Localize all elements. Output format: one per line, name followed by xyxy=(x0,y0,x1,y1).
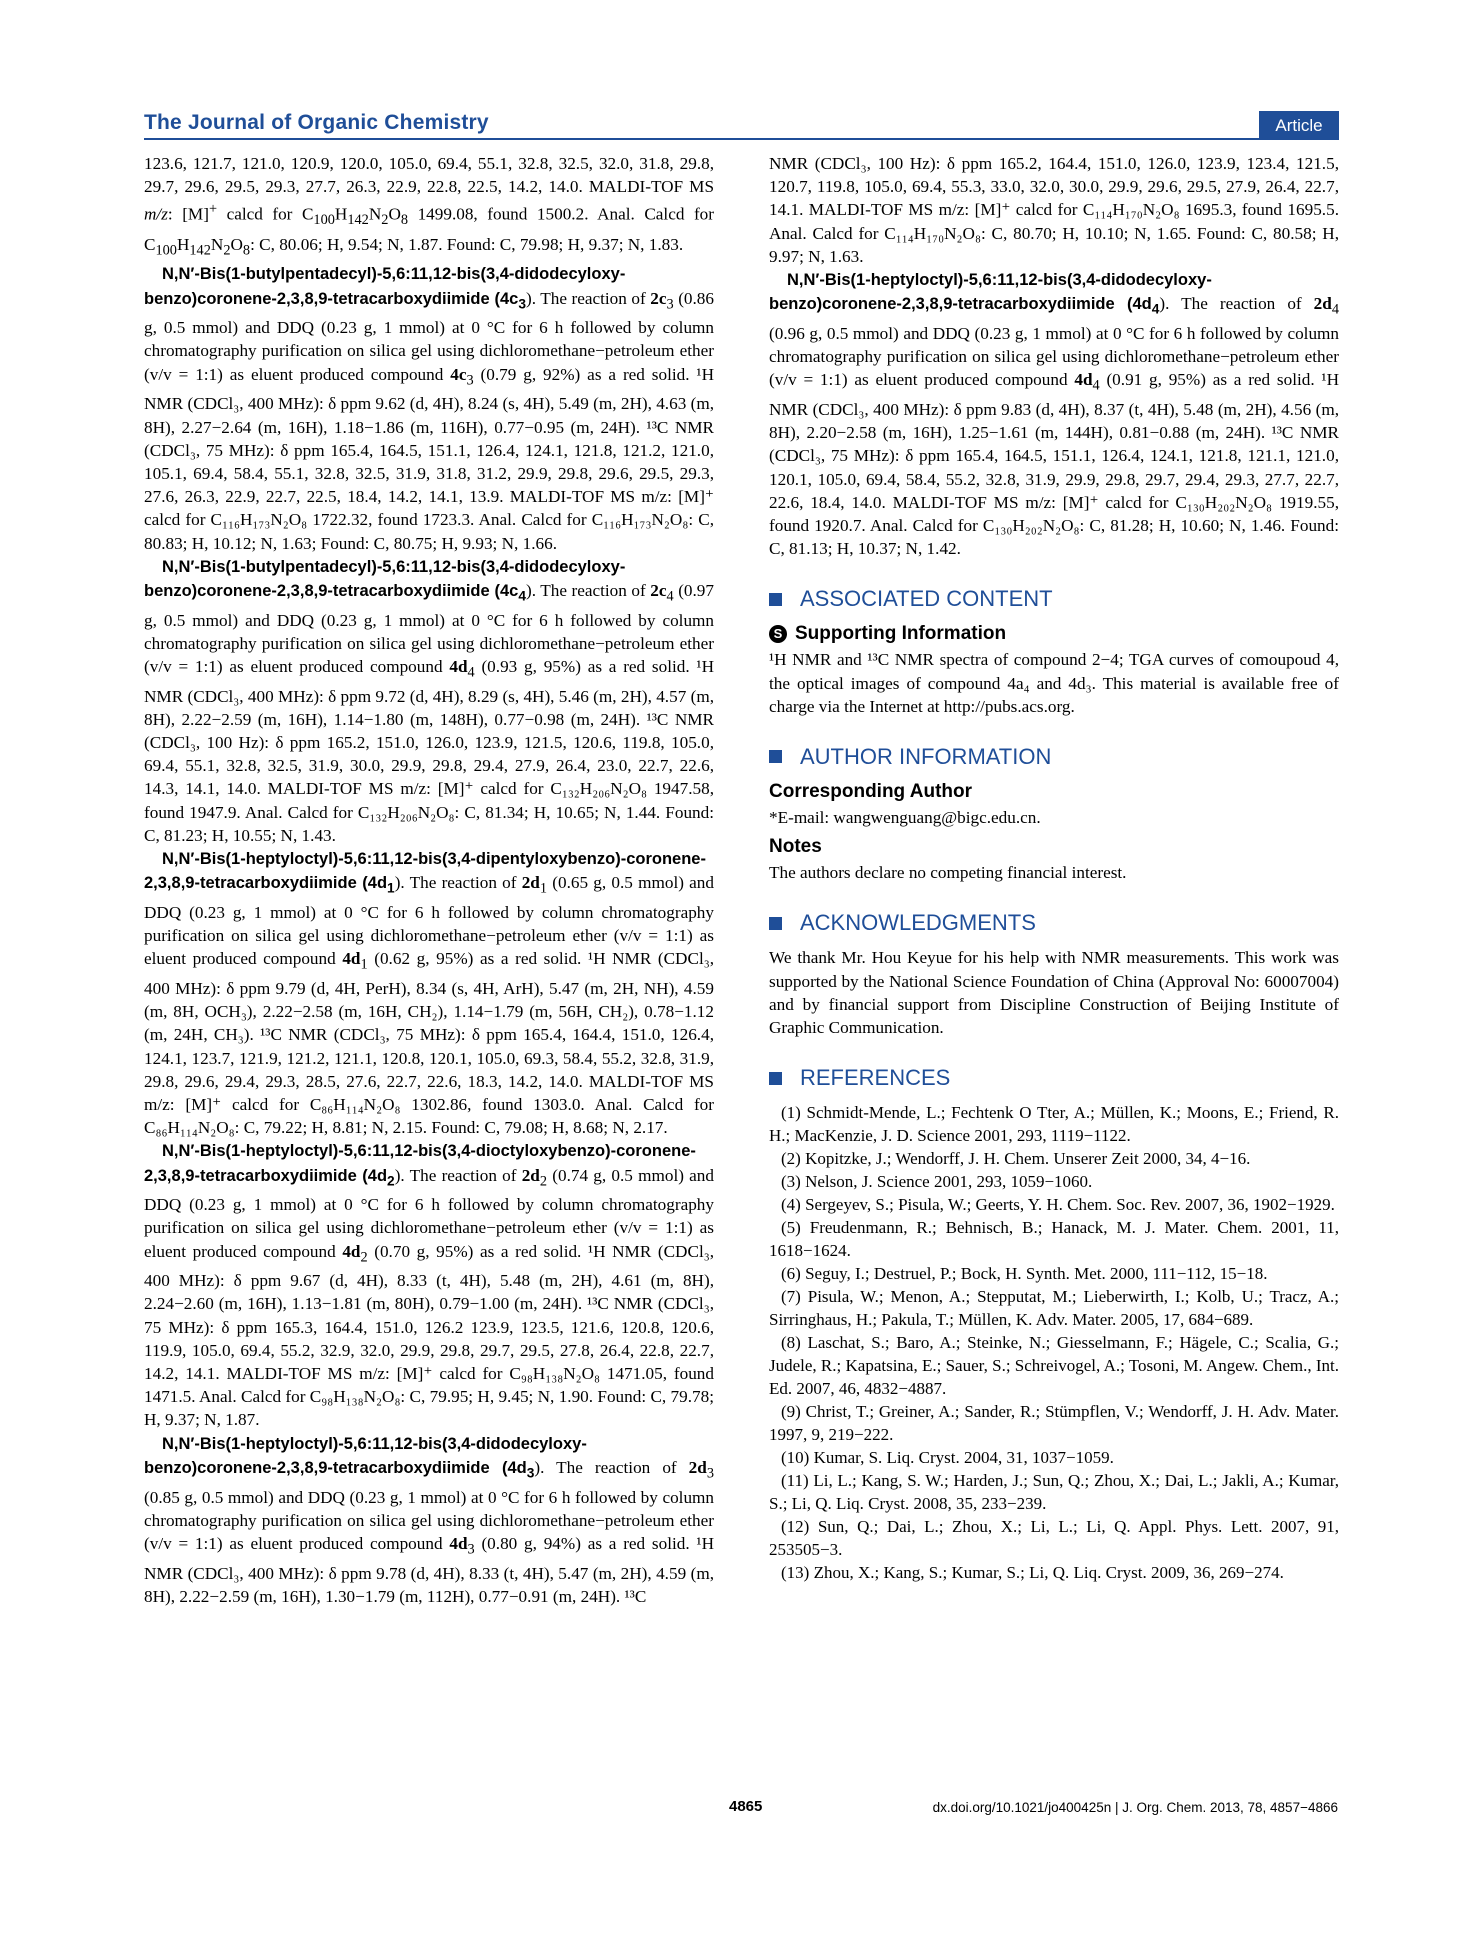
compound-4d1-title: N,N′-Bis(1-heptyloctyl)-5,6:11,12-bis(3,4-dipentyloxybenzo)-coronene-2,3,8,9-tetracarboxydiimide ($4d_1$ xyxy=(144,850,706,896)
reference-item: (2) Kopitzke, J.; Wendorff, J. H. Chem. Unserer Zeit 2000, 34, 4−16. xyxy=(781,1149,1251,1169)
section-references: REFERENCES xyxy=(769,1065,1339,1091)
article-badge: Article xyxy=(1259,111,1339,140)
reference-item: (9) Christ, T.; Greiner, A.; Sander, R.; Stümpflen, V.; Wendorff, J. H. Adv. Mater. 1997, 9, 219−222. xyxy=(769,1402,1339,1445)
reference-item: (4) Sergeyev, S.; Pisula, W.; Geerts, Y. H. Chem. Soc. Rev. 2007, 36, 1902−1929. xyxy=(781,1195,1335,1215)
compound-4d2-paragraph: N,N′-Bis(1-heptyloctyl)-5,6:11,12-bis(3,4-dioctyloxybenzo)-coronene-2,3,8,9-tetracarboxydiimide $(4d_2)$. The reaction of $2d_2$ (0.74 g, 0.5 mmol) and DDQ (0.23 g, 1 mmol) at 0 °C for 6 h followed by column chromatography purification on silica gel using dichloromethane−petroleum ether (v/v = 1:1) as eluent produced compound $4d_2$ (0.70 g, 95%) as a red solid. ¹H NMR (CDCl₃, 400 MHz): δ ppm 9.67 (d, 4H), 8.33 (t, 4H), 5.48 (m, 2H), 4.61 (m, 8H), 2.24−2.60 (m, 16H), 1.13−1.81 (m, 80H), 0.79−1.00 (m, 24H). ¹³C NMR (CDCl₃, 75 MHz): δ ppm 165.3, 164.4, 151.0, 126.2 123.9, 123.5, 121.6, 120.8, 120.6, 119.9, 105.0, 69.4, 55.2, 32.9, 32.0, 29.9, 29.8, 29.7, 29.5, 27.8, 26.4, 22.8, 22.7, 14.2, 14.1. MALDI-TOF MS m/z: [M]⁺ calcd for C₉₈H₁₃₈N₂O₈ 1471.05, found 1471.5. Anal. Calcd for C₉₈H₁₃₈N₂O₈: C, 79.95; H, 9.45; N, 1.90. Found: C, 79.78; H, 9.37; N, 1.87. xyxy=(144,1142,715,1430)
reference-item: (7) Pisula, W.; Menon, A.; Stepputat, M.; Lieberwirth, I.; Kolb, U.; Tracz, A.; Sirringhaus, H.; Pakula, T.; Müllen, K. Adv. Mater. 2005, 17, 684−689. xyxy=(769,1287,1339,1330)
paragraph-continued: 123.6, 121.7, 121.0, 120.9, 120.0, 105.0, 69.4, 55.1, 32.8, 32.5, 32.0, 31.8, 29.8, 29.7, 29.6, 29.5, 29.3, 27.7, 26.3, 22.9, 22.8, 22.5, 14.2, 14.0. MALDI-TOF MS m/z: [M]+ calcd for $C_{100}H_{142}N_2O_8$ 1499.08, found 1500.2. Anal. Calcd for $C_{100}H_{142}N_2O_8$: C, 80.06; H, 9.54; N, 1.87. Found: C, 79.98; H, 9.37; N, 1.83. xyxy=(144,154,715,259)
doi-citation[interactable]: dx.doi.org/10.1021/jo400425n | J. Org. Chem. 2013, 78, 4857−4866 xyxy=(932,1800,1338,1815)
square-bullet-icon xyxy=(769,917,782,930)
reference-item: (12) Sun, Q.; Dai, L.; Zhou, X.; Li, L.; Li, Q. Appl. Phys. Lett. 2007, 91, 253505−3. xyxy=(769,1517,1339,1560)
notes-text: The authors declare no competing financial interest. xyxy=(769,863,1127,883)
supporting-info-text: ¹H NMR and ¹³C NMR spectra of compound 2−4; TGA curves of comoupoud 4, the optical images of compound 4a₄ and 4d₃. This material is available free of charge via the Internet at http://pubs.acs.org. xyxy=(769,650,1339,716)
reference-item: (13) Zhou, X.; Kang, S.; Kumar, S.; Li, Q. Liq. Cryst. 2009, 36, 269−274. xyxy=(781,1563,1284,1583)
left-column xyxy=(144,152,714,1608)
square-bullet-icon xyxy=(769,750,782,763)
supporting-info-heading: S Supporting Information xyxy=(769,622,1339,646)
compound-4c4-title: N,N′-Bis(1-butylpentadecyl)-5,6:11,12-bis(3,4-didodecyloxy-benzo)coronene-2,3,8,9-tetracarboxydiimide ($4c_4$ xyxy=(144,557,626,604)
right-column xyxy=(769,152,1339,1584)
compound-4d1-paragraph: N,N′-Bis(1-heptyloctyl)-5,6:11,12-bis(3,4-dipentyloxybenzo)-coronene-2,3,8,9-tetracarboxydiimide $(4d_1)$. The reaction of $2d_1$ (0.65 g, 0.5 mmol) and DDQ (0.23 g, 1 mmol) at 0 °C for 6 h followed by column chromatography purification on silica gel using dichloromethane−petroleum ether (v/v = 1:1) as eluent produced compound $4d_1$ (0.62 g, 95%) as a red solid. ¹H NMR (CDCl₃, 400 MHz): δ ppm 9.79 (d, 4H, PerH), 8.34 (s, 4H, ArH), 5.47 (m, 2H, NH), 4.59 (m, 8H, OCH₃), 2.22−2.58 (m, 16H, CH₂), 1.14−1.79 (m, 56H, CH₂), 0.78−1.12 (m, 24H, CH₃). ¹³C NMR (CDCl₃, 75 MHz): δ ppm 165.4, 164.4, 151.0, 126.4, 124.1, 123.7, 121.9, 121.2, 121.1, 120.8, 120.1, 105.0, 69.3, 58.4, 55.2, 32.8, 31.9, 29.8, 29.6, 29.4, 29.3, 28.5, 27.6, 22.7, 22.6, 18.3, 14.2, 14.0. MALDI-TOF MS m/z: [M]⁺ calcd for C₈₆H₁₁₄N₂O₈ 1302.86, found 1303.0. Anal. Calcd for C₈₆H₁₁₄N₂O₈: C, 79.22; H, 8.81; N, 2.15. Found: C, 79.08; H, 8.68; N, 2.17. xyxy=(144,850,715,1138)
corresponding-author-heading: Corresponding Author xyxy=(769,780,972,802)
compound-4d3-paragraph: N,N′-Bis(1-heptyloctyl)-5,6:11,12-bis(3,4-didodecyloxy-benzo)coronene-2,3,8,9-tetracarboxydiimide $(4d_3)$. The reaction of $2d_3$ (0.85 g, 0.5 mmol) and DDQ (0.23 g, 1 mmol) at 0 °C for 6 h followed by column chromatography purification on silica gel using dichloromethane−petroleum ether (v/v = 1:1) as eluent produced compound $4d_3$ (0.80 g, 94%) as a red solid. ¹H NMR (CDCl₃, 400 MHz): δ ppm 9.78 (d, 4H), 8.33 (t, 4H), 5.47 (m, 2H), 4.59 (m, 8H), 2.22−2.59 (m, 16H), 1.30−1.79 (m, 112H), 0.77−0.91 (m, 24H). ¹³C xyxy=(144,1434,714,1606)
journal-title: The Journal of Organic Chemistry xyxy=(144,111,489,134)
reference-item: (3) Nelson, J. Science 2001, 293, 1059−1060. xyxy=(781,1172,1093,1192)
acknowledgments-text: We thank Mr. Hou Keyue for his help with NMR measurements. This work was supported by the National Science Foundation of China (Approval No: 60007004) and by financial support from Discipline Construction of Beijing Institute of Graphic Communication. xyxy=(769,948,1339,1037)
compound-4d3-title: N,N′-Bis(1-heptyloctyl)-5,6:11,12-bis(3,4-didodecyloxy-benzo)coronene-2,3,8,9-tetracarboxydiimide ($4d_3$ xyxy=(144,1434,587,1481)
corresponding-author-email[interactable]: *E-mail: wangwenguang@bigc.edu.cn. xyxy=(769,807,1041,827)
compound-4c3-title: N,N′-Bis(1-butylpentadecyl)-5,6:11,12-bis(3,4-didodecyloxy-benzo)coronene-2,3,8,9-tetracarboxydiimide ($4c_3$ xyxy=(144,265,626,311)
compound-4c4-paragraph: N,N′-Bis(1-butylpentadecyl)-5,6:11,12-bis(3,4-didodecyloxy-benzo)coronene-2,3,8,9-tetracarboxydiimide $(4c_4)$. The reaction of $2c_4$ (0.97 g, 0.5 mmol) and DDQ (0.23 g, 1 mmol) at 0 °C for 6 h followed by column chromatography purification on silica gel using dichloromethane−petroleum ether (v/v = 1:1) as eluent produced compound $4d_4$ (0.93 g, 95%) as a red solid. ¹H NMR (CDCl₃, 400 MHz): δ ppm 9.72 (d, 4H), 8.29 (s, 4H), 5.46 (m, 2H), 4.57 (m, 8H), 2.22−2.59 (m, 16H), 1.14−1.80 (m, 148H), 0.77−0.98 (m, 24H). ¹³C NMR (CDCl₃, 100 Hz): δ ppm 165.2, 151.0, 126.0, 123.9, 121.5, 120.6, 119.8, 105.0, 69.4, 55.1, 32.8, 32.5, 31.9, 30.0, 29.9, 29.8, 29.4, 27.9, 26.4, 23.0, 22.7, 22.6, 14.3, 14.1, 14.0. MALDI-TOF MS m/z: [M]⁺ calcd for C₁₃₂H₂₀₆N₂O₈ 1947.58, found 1947.9. Anal. Calcd for C₁₃₂H₂₀₆N₂O₈: C, 81.34; H, 10.65; N, 1.44. Found: C, 81.23; H, 10.55; N, 1.43. xyxy=(144,557,714,845)
paragraph-continued-right: NMR (CDCl₃, 100 Hz): δ ppm 165.2, 164.4, 151.0, 126.0, 123.9, 123.4, 121.5, 120.7, 119.8, 105.0, 69.4, 55.3, 33.0, 32.0, 30.0, 29.9, 29.6, 29.5, 27.9, 26.4, 22.7, 14.1. MALDI-TOF MS m/z: [M]⁺ calcd for C₁₁₄H₁₇₀N₂O₈ 1695.3, found 1695.5. Anal. Calcd for C₁₁₄H₁₇₀N₂O₈: C, 80.70; H, 10.10; N, 1.65. Found: C, 80.58; H, 9.97; N, 1.63. xyxy=(769,154,1339,266)
compound-4d4-paragraph: N,N′-Bis(1-heptyloctyl)-5,6:11,12-bis(3,4-didodecyloxy-benzo)coronene-2,3,8,9-tetracarboxydiimide $(4d_4)$. The reaction of $2d_4$ (0.96 g, 0.5 mmol) and DDQ (0.23 g, 1 mmol) at 0 °C for 6 h followed by column chromatography purification on silica gel using dichloromethane−petroleum ether (v/v = 1:1) as eluent produced compound $4d_4$ (0.91 g, 95%) as a red solid. ¹H NMR (CDCl₃, 400 MHz): δ ppm 9.83 (d, 4H), 8.37 (t, 4H), 5.48 (m, 2H), 4.56 (m, 8H), 2.20−2.58 (m, 16H), 1.25−1.61 (m, 144H), 0.81−0.88 (m, 24H). ¹³C NMR (CDCl₃, 75 MHz): δ ppm 165.4, 164.5, 151.1, 126.4, 124.1, 121.8, 121.1, 121.0, 120.1, 105.0, 69.4, 58.4, 55.2, 32.8, 31.9, 29.9, 29.8, 29.7, 29.4, 29.3, 27.7, 22.7, 22.6, 18.4, 14.0. MALDI-TOF MS m/z: [M]⁺ calcd for C₁₃₀H₂₀₂N₂O₈ 1919.55, found 1920.7. Anal. Calcd for C₁₃₀H₂₀₂N₂O₈: C, 81.28; H, 10.60; N, 1.46. Found: C, 81.13; H, 10.37; N, 1.42. xyxy=(769,271,1339,559)
compound-4d2-title: N,N′-Bis(1-heptyloctyl)-5,6:11,12-bis(3,4-dioctyloxybenzo)-coronene-2,3,8,9-tetracarboxydiimide ($4d_2$ xyxy=(144,1142,696,1188)
reference-item: (8) Laschat, S.; Baro, A.; Steinke, N.; Giesselmann, F.; Hägele, C.; Scalia, G.; Judele, R.; Kapatsina, E.; Sauer, S.; Schreivogel, A.; Tosoni, M. Angew. Chem., Int. Ed. 2007, 46, 4832−4887. xyxy=(769,1333,1339,1399)
reference-item: (5) Freudenmann, R.; Behnisch, B.; Hanack, M. J. Mater. Chem. 2001, 11, 1618−1624. xyxy=(769,1218,1339,1261)
section-associated-content: ASSOCIATED CONTENT xyxy=(769,586,1339,612)
section-acknowledgments: ACKNOWLEDGMENTS xyxy=(769,910,1339,936)
square-bullet-icon xyxy=(769,1072,782,1085)
header-rule xyxy=(144,138,1339,140)
reference-list xyxy=(769,1101,1339,1584)
reference-item: (6) Seguy, I.; Destruel, P.; Bock, H. Synth. Met. 2000, 111−112, 15−18. xyxy=(781,1264,1268,1284)
compound-4c3-paragraph: N,N′-Bis(1-butylpentadecyl)-5,6:11,12-bis(3,4-didodecyloxy-benzo)coronene-2,3,8,9-tetracarboxydiimide $(4c_3)$. The reaction of $2c_3$ (0.86 g, 0.5 mmol) and DDQ (0.23 g, 1 mmol) at 0 °C for 6 h followed by column chromatography purification on silica gel using dichloromethane−petroleum ether (v/v = 1:1) as eluent produced compound $4c_3$ (0.79 g, 92%) as a red solid. ¹H NMR (CDCl₃, 400 MHz): δ ppm 9.62 (d, 4H), 8.24 (s, 4H), 5.49 (m, 2H), 4.63 (m, 8H), 2.27−2.64 (m, 16H), 1.18−1.86 (m, 116H), 0.77−0.95 (m, 24H). ¹³C NMR (CDCl₃, 75 MHz): δ ppm 165.4, 164.5, 151.1, 126.4, 124.1, 121.8, 121.2, 121.0, 105.1, 69.4, 58.4, 55.1, 32.8, 32.5, 31.9, 31.8, 31.2, 29.9, 29.8, 29.6, 29.5, 29.3, 27.6, 26.3, 22.9, 22.7, 22.5, 18.4, 14.2, 14.1, 13.9. MALDI-TOF MS m/z: [M]⁺ calcd for C₁₁₆H₁₇₃N₂O₈ 1722.32, found 1723.3. Anal. Calcd for C₁₁₆H₁₇₃N₂O₈: C, 80.83; H, 10.12; N, 1.63; Found: C, 80.75; H, 9.93; N, 1.66. xyxy=(144,265,714,553)
reference-item: (1) Schmidt-Mende, L.; Fechtenk O Tter, A.; Müllen, K.; Moons, E.; Friend, R. H.; MacKenzie, J. D. Science 2001, 293, 1119−1122. xyxy=(769,1103,1339,1146)
compound-4d4-title: N,N′-Bis(1-heptyloctyl)-5,6:11,12-bis(3,4-didodecyloxy-benzo)coronene-2,3,8,9-tetracarboxydiimide ($4d_4$ xyxy=(769,271,1212,317)
section-author-information: AUTHOR INFORMATION xyxy=(769,744,1339,770)
supporting-info-icon: S xyxy=(769,625,787,643)
reference-item: (11) Li, L.; Kang, S. W.; Harden, J.; Sun, Q.; Zhou, X.; Dai, L.; Jakli, A.; Kumar, S.; Li, Q. Liq. Cryst. 2008, 35, 233−239. xyxy=(769,1471,1339,1514)
square-bullet-icon xyxy=(769,593,782,606)
page-number: 4865 xyxy=(729,1798,763,1815)
reference-item: (10) Kumar, S. Liq. Cryst. 2004, 31, 1037−1059. xyxy=(781,1448,1114,1468)
notes-heading: Notes xyxy=(769,836,822,858)
